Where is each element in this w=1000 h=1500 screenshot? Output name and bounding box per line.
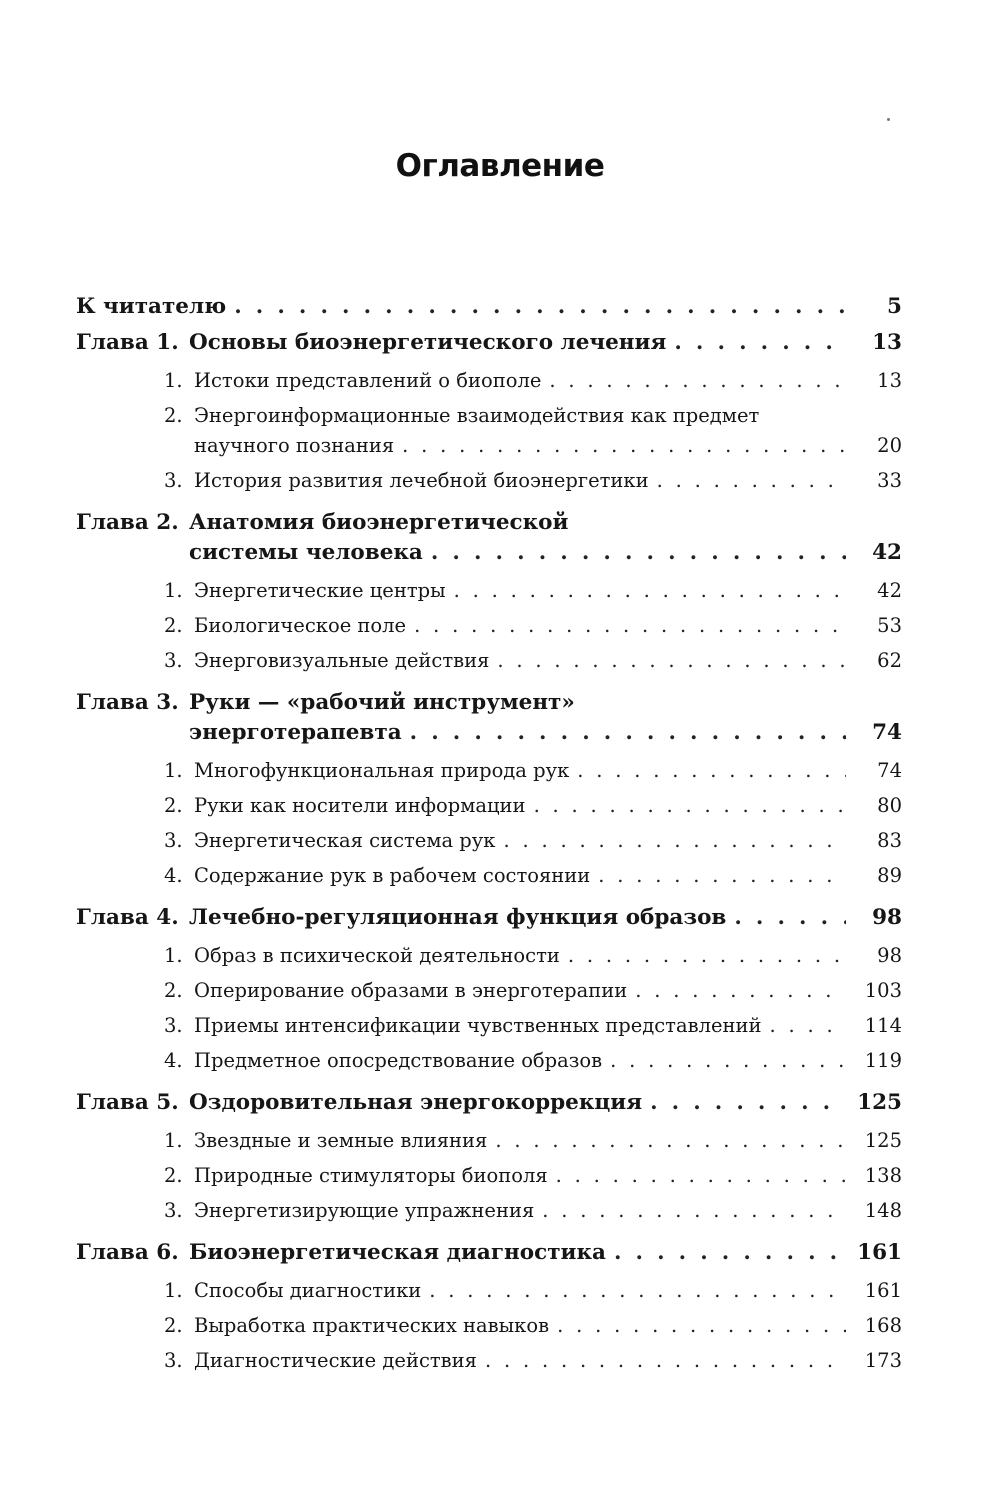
section-entry[interactable] (76, 1346, 902, 1376)
chapter-heading-line[interactable] (76, 688, 902, 718)
dot-leader (610, 1046, 846, 1076)
dot-leader (454, 576, 846, 606)
section-number: 1. (164, 1279, 183, 1302)
section-page: 119 (864, 1049, 902, 1072)
section-page: 80 (877, 794, 902, 817)
chapter-number: Глава 6. (76, 1240, 179, 1265)
section-number: 2. (164, 794, 183, 817)
chapter-entry (76, 328, 902, 496)
section-title: Истоки представлений о биополе (194, 369, 542, 392)
dot-leader (485, 1346, 846, 1376)
section-page: 53 (877, 614, 902, 637)
section-list (76, 366, 902, 496)
section-number: 4. (164, 1049, 183, 1072)
section-entry[interactable] (76, 1276, 902, 1306)
section-list (76, 1276, 902, 1376)
dot-leader (598, 861, 846, 891)
chapter-title: системы человека (189, 540, 423, 565)
section-title: Звездные и земные влияния (194, 1129, 488, 1152)
section-title: Энерговизуальные действия (194, 649, 490, 672)
chapter-title: Оздоровительная энергокоррекция (189, 1090, 643, 1115)
dot-leader (557, 1311, 846, 1341)
section-title: научного познания (194, 434, 395, 457)
dot-leader (542, 1196, 846, 1226)
chapter-title: Основы биоэнергетического лечения (189, 330, 667, 355)
dot-leader (635, 976, 846, 1006)
section-page: 173 (864, 1349, 902, 1372)
section-number: 2. (164, 404, 183, 427)
section-title: Выработка практических навыков (194, 1314, 550, 1337)
section-line (76, 611, 902, 641)
section-number: 1. (164, 1129, 183, 1152)
section-number: 2. (164, 1314, 183, 1337)
chapter-number: Глава 4. (76, 905, 179, 930)
section-entry[interactable] (76, 576, 902, 606)
section-entry[interactable] (76, 466, 902, 496)
dot-leader (770, 1011, 847, 1041)
section-entry[interactable] (76, 1311, 902, 1341)
section-entry[interactable] (76, 611, 902, 641)
dot-leader (657, 466, 846, 496)
section-entry[interactable] (76, 1161, 902, 1191)
table-of-contents (76, 292, 902, 1381)
section-line (76, 366, 902, 396)
section-line (76, 861, 902, 891)
dot-leader (734, 903, 846, 933)
section-entry[interactable] (76, 1196, 902, 1226)
print-speck (887, 118, 890, 121)
page-title: Оглавление (395, 148, 605, 184)
section-number: 1. (164, 369, 183, 392)
section-entry[interactable] (76, 401, 902, 461)
section-entry[interactable] (76, 861, 902, 891)
chapter-entry (76, 1238, 902, 1376)
section-number: 1. (164, 759, 183, 782)
section-page: 103 (864, 979, 902, 1002)
section-number: 1. (164, 579, 183, 602)
chapter-entry (76, 688, 902, 891)
section-entry[interactable] (76, 791, 902, 821)
chapter-heading-line[interactable] (76, 328, 902, 358)
section-line (76, 826, 902, 856)
chapter-heading-line[interactable] (76, 903, 902, 933)
section-title: Руки как носители информации (194, 794, 526, 817)
dot-leader (410, 718, 846, 748)
section-number: 1. (164, 944, 183, 967)
section-page: 98 (877, 944, 902, 967)
section-number: 2. (164, 614, 183, 637)
section-page: 62 (877, 649, 902, 672)
chapter-number: Глава 3. (76, 690, 179, 715)
section-title: Природные стимуляторы биополя (194, 1164, 548, 1187)
section-page: 89 (877, 864, 902, 887)
section-line (76, 576, 902, 606)
section-line (76, 756, 902, 786)
section-page: 168 (864, 1314, 902, 1337)
section-line (76, 1346, 902, 1376)
section-line (76, 466, 902, 496)
section-number: 3. (164, 469, 183, 492)
chapter-number: Глава 1. (76, 330, 179, 355)
chapter-page: 98 (872, 905, 902, 930)
section-title: История развития лечебной биоэнергетики (194, 469, 649, 492)
chapter-title: энерготерапевта (189, 720, 402, 745)
dot-leader (497, 646, 846, 676)
section-page: 42 (877, 579, 902, 602)
section-number: 2. (164, 1164, 183, 1187)
section-page: 161 (864, 1279, 902, 1302)
section-entry[interactable] (76, 646, 902, 676)
section-number: 3. (164, 649, 183, 672)
section-line (76, 1011, 902, 1041)
dot-leader (614, 1238, 846, 1268)
section-number: 3. (164, 1014, 183, 1037)
chapter-page: 161 (857, 1240, 902, 1265)
chapter-heading-line[interactable] (76, 538, 902, 568)
section-title: Энергетическая система рук (194, 829, 496, 852)
chapter-number: Глава 5. (76, 1090, 179, 1115)
section-page: 125 (864, 1129, 902, 1152)
section-title: Диагностические действия (194, 1349, 477, 1372)
chapter-title: Биоэнергетическая диагностика (189, 1240, 606, 1265)
section-list (76, 1126, 902, 1226)
section-title: Энергоинформационные взаимодействия как предмет (194, 404, 760, 427)
dot-leader (577, 756, 846, 786)
section-page: 83 (877, 829, 902, 852)
dot-leader (414, 611, 846, 641)
section-number: 2. (164, 979, 183, 1002)
section-title: Энергетические центры (194, 579, 446, 602)
section-line (76, 791, 902, 821)
chapter-title: Руки — «рабочий инструмент» (189, 690, 575, 715)
chapter-title: Лечебно-регуляционная функция образов (189, 905, 727, 930)
dot-leader (431, 538, 846, 568)
section-page: 114 (864, 1014, 902, 1037)
section-line (76, 1311, 902, 1341)
section-line (76, 1276, 902, 1306)
section-title: Многофункциональная природа рук (194, 759, 570, 782)
section-title: Биологическое поле (194, 614, 407, 637)
section-title: Образ в психической деятельности (194, 944, 560, 967)
section-page: 20 (877, 434, 902, 457)
section-title: Оперирование образами в энерготерапии (194, 979, 628, 1002)
dot-leader (429, 1276, 846, 1306)
section-entry[interactable] (76, 941, 902, 971)
section-entry[interactable] (76, 826, 902, 856)
chapter-list (76, 328, 902, 1376)
dot-leader (402, 431, 846, 461)
chapter-number: Глава 2. (76, 510, 179, 535)
dot-leader (568, 941, 846, 971)
chapter-heading-line[interactable] (76, 718, 902, 748)
section-number: 3. (164, 1199, 183, 1222)
chapter-heading-line[interactable] (76, 1088, 902, 1118)
section-entry[interactable] (76, 366, 902, 396)
chapter-page: 74 (872, 720, 902, 745)
chapter-entry (76, 1088, 902, 1226)
section-list (76, 576, 902, 676)
section-line (76, 646, 902, 676)
section-page: 138 (864, 1164, 902, 1187)
section-page: 33 (877, 469, 902, 492)
section-line (76, 1126, 902, 1156)
section-entry[interactable] (76, 756, 902, 786)
chapter-page: 125 (857, 1090, 902, 1115)
section-title: Приемы интенсификации чувственных представлений (194, 1014, 762, 1037)
section-line (76, 431, 902, 461)
chapter-heading-line[interactable] (76, 508, 902, 538)
section-title: Содержание рук в рабочем состоянии (194, 864, 591, 887)
section-entry[interactable] (76, 1126, 902, 1156)
section-page: 74 (877, 759, 902, 782)
dot-leader (549, 366, 846, 396)
dot-leader (674, 328, 846, 358)
chapter-page: 42 (872, 540, 902, 565)
chapter-entry (76, 508, 902, 676)
section-title: Предметное опосредствование образов (194, 1049, 603, 1072)
dot-leader (556, 1161, 846, 1191)
section-entry[interactable] (76, 976, 902, 1006)
chapter-entry (76, 903, 902, 1076)
section-entry[interactable] (76, 1046, 902, 1076)
section-line (76, 941, 902, 971)
section-line (76, 401, 902, 431)
section-title: Энергетизирующие упражнения (194, 1199, 535, 1222)
dot-leader (503, 826, 846, 856)
section-line (76, 976, 902, 1006)
section-line (76, 1196, 902, 1226)
section-number: 3. (164, 829, 183, 852)
dot-leader (495, 1126, 846, 1156)
dot-leader (234, 292, 846, 322)
chapter-heading-line[interactable] (76, 1238, 902, 1268)
toc-intro-row[interactable] (76, 292, 902, 322)
dot-leader (534, 791, 846, 821)
toc-intro-label: К читателю (76, 294, 227, 319)
section-title: Способы диагностики (194, 1279, 422, 1302)
section-list (76, 756, 902, 891)
section-list (76, 941, 902, 1076)
dot-leader (650, 1088, 846, 1118)
section-page: 148 (864, 1199, 902, 1222)
section-line (76, 1161, 902, 1191)
section-line (76, 1046, 902, 1076)
section-number: 4. (164, 864, 183, 887)
section-number: 3. (164, 1349, 183, 1372)
toc-intro-page: 5 (887, 294, 902, 319)
chapter-page: 13 (872, 330, 902, 355)
section-page: 13 (877, 369, 902, 392)
chapter-title: Анатомия биоэнергетической (189, 510, 569, 535)
section-entry[interactable] (76, 1011, 902, 1041)
